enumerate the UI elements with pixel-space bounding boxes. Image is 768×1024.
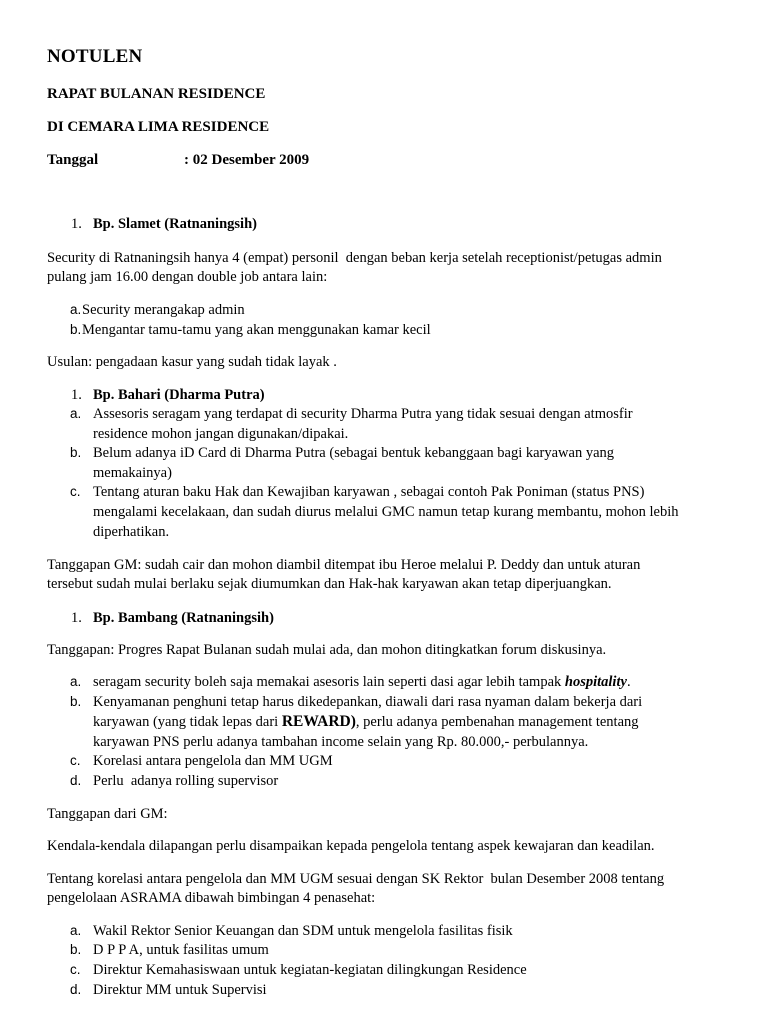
list-item: Direktur Kemahasiswaan untuk kegiatan-kegiatan dilingkungan Residence	[93, 962, 527, 978]
list-item-line: Korelasi antara pengelola dan MM UGM	[93, 753, 333, 769]
gm-heading: Tanggapan dari GM:	[47, 806, 168, 822]
section3-tanggapan: Tanggapan: Progres Rapat Bulanan sudah mulai ada, dan mohon ditingkatkan forum diskusinya.	[47, 642, 607, 658]
section1-number: 1.	[71, 216, 82, 232]
list-item-line: Perlu adanya rolling supervisor	[93, 773, 279, 789]
emphasis-text: REWARD)	[281, 713, 356, 730]
list-marker: c.	[70, 962, 81, 977]
date-label: Tanggal	[47, 152, 99, 168]
list-marker: b.	[70, 942, 82, 957]
list-marker: d.	[70, 773, 82, 788]
list-item-line: Belum adanya iD Card di Dharma Putra (sebagai bentuk kebanggaan bagi karyawan yang	[93, 445, 615, 461]
list-marker: b.	[70, 322, 82, 337]
list-marker: a.	[70, 923, 82, 938]
list-item: Direktur MM untuk Supervisi	[93, 982, 267, 998]
section3-number: 1.	[71, 610, 82, 626]
section1-para-line1: Security di Ratnaningsih hanya 4 (empat) personil dengan beban kerja setelah receptionist/petugas admin	[47, 250, 662, 266]
list-marker: b.	[70, 445, 82, 460]
meeting-location: DI CEMARA LIMA RESIDENCE	[47, 119, 270, 135]
list-item-line: residence mohon jangan digunakan/dipakai.	[93, 426, 349, 442]
doc-title: NOTULEN	[47, 46, 143, 67]
list-marker: a.	[70, 406, 82, 421]
list-item-line	[93, 672, 631, 692]
list-item-line: Tentang aturan baku Hak dan Kewajiban karyawan , sebagai contoh Pak Poniman (status PNS)	[93, 484, 645, 500]
list-item-line: Kenyamanan penghuni tetap harus dikedepankan, diawali dari rasa nyaman dalam bekerja dari	[93, 694, 643, 710]
section2-heading: Bp. Bahari (Dharma Putra)	[93, 387, 265, 403]
gm-korelasi-line1: Tentang korelasi antara pengelola dan MM UGM sesuai dengan SK Rektor bulan Desember 2008 tentang	[47, 871, 665, 887]
list-item: Wakil Rektor Senior Keuangan dan SDM untuk mengelola fasilitas fisik	[93, 923, 513, 939]
text-span: .	[626, 674, 631, 690]
meeting-name: RAPAT BULANAN RESIDENCE	[47, 86, 266, 102]
section1-heading: Bp. Slamet (Ratnaningsih)	[93, 216, 257, 232]
text-span: , perlu adanya pembenahan management tentang	[355, 714, 639, 730]
list-item-line: mengalami kecelakaan, dan sudah diurus melalui GMC namun tetap kurang membantu, mohon lebih	[93, 504, 679, 520]
list-marker: c.	[70, 753, 81, 768]
list-item: D P P A, untuk fasilitas umum	[93, 942, 269, 958]
list-item-line: Assesoris seragam yang terdapat di security Dharma Putra yang tidak sesuai dengan atmosfir	[93, 406, 633, 422]
text-span: karyawan (yang tidak lepas dari	[93, 714, 282, 730]
list-marker: a.	[70, 674, 82, 689]
gm-response-line2: tersebut sudah mulai berlaku sejak diumumkan dan Hak-hak karyawan akan tetap diperjuangkan.	[47, 576, 612, 592]
list-item-line: memakainya)	[93, 465, 172, 481]
list-item-line: diperhatikan.	[93, 524, 170, 540]
list-marker: a.	[70, 302, 82, 317]
section1-para-line2: pulang jam 16.00 dengan double job antara lain:	[47, 269, 328, 285]
list-marker: d.	[70, 982, 82, 997]
gm-response-line1: Tanggapan GM: sudah cair dan mohon diambil ditempat ibu Heroe melalui P. Deddy dan untuk aturan	[47, 557, 641, 573]
date-value: : 02 Desember 2009	[184, 152, 310, 168]
list-marker: c.	[70, 484, 81, 499]
gm-korelasi-line2: pengelolaan ASRAMA dibawah bimbingan 4 penasehat:	[47, 890, 376, 906]
gm-kendala: Kendala-kendala dilapangan perlu disampaikan kepada pengelola tentang aspek kewajaran dan keadilan.	[47, 838, 655, 854]
section3-heading: Bp. Bambang (Ratnaningsih)	[93, 610, 274, 626]
text-span: seragam security boleh saja memakai asesoris lain seperti dasi agar lebih tampak	[93, 674, 565, 690]
emphasis-text: hospitality	[564, 674, 627, 690]
list-item: Mengantar tamu-tamu yang akan menggunakan kamar kecil	[82, 322, 431, 338]
list-item-line: karyawan PNS perlu adanya tambahan income selain yang Rp. 80.000,- perbulannya.	[93, 734, 589, 750]
section1-usulan: Usulan: pengadaan kasur yang sudah tidak layak .	[47, 354, 337, 370]
section2-number: 1.	[71, 387, 82, 403]
list-item-line	[93, 712, 639, 732]
list-marker: b.	[70, 694, 82, 709]
list-item: Security merangakap admin	[82, 302, 245, 318]
